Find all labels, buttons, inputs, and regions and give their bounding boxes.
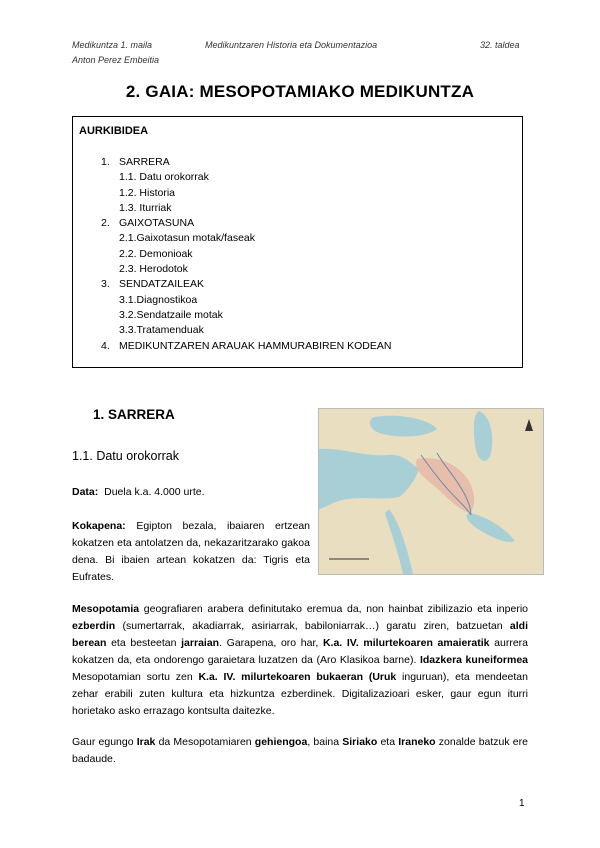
page-number: 1 [519,798,525,809]
bold-text: Mesopotamia [72,603,140,615]
gaur-paragraph [72,734,528,768]
text-run: aurrera kokatzen da, eta ondorengo garaietara luzatzen da (Aro Klasikoa barne). [72,637,528,666]
data-text: Duela k.a. 4.000 urte. [104,486,205,498]
toc-subitem: 3.2.Sendatzaile motak [119,308,223,321]
toc-item-number: 4. [101,339,110,352]
text-run: geografiaren arabera definitutako eremua da, non hainbat zibilizazio eta inperio [139,603,528,615]
toc-item [79,216,516,231]
toc-list [79,155,516,354]
text-run: Gaur egungo [72,736,137,748]
text-run: da Mesopotamiaren [155,736,255,748]
toc-item [79,339,516,354]
header-group: 32. taldea [480,40,520,50]
page-title: 2. GAIA: MESOPOTAMIAKO MEDIKUNTZA [125,82,475,101]
mesopotamia-map-image [318,408,544,575]
toc-item-number: 2. [101,217,110,230]
map-drawing [319,409,543,574]
bold-text: Siriako [342,736,378,748]
header-course: Medikuntza 1. maila [72,40,153,50]
text-run: . Garapena, oro har, [219,637,323,649]
bold-text: jarraian [181,637,220,649]
toc-item-number: 1. [101,156,110,168]
text-run: Mesopotamian sortu zen [72,671,199,683]
toc-subitem: 2.2. Demonioak [119,247,193,260]
toc-subitem: 3.1.Diagnostikoa [119,293,198,306]
toc-subitem: 1.3. Iturriak [119,201,172,214]
text-run: eta besteetan [106,637,182,649]
bold-text: Irak [136,736,156,748]
bold-text: ezberdin [72,620,116,632]
text-run: (sumertarrak, akadiarrak, asiriarrak, babiloniarrak…) garatu ziren, batzuetan [115,620,510,632]
bold-text: aldi berean [72,620,528,649]
bold-text: K.a. IV. milurtekoaren amaieratik [322,637,490,649]
toc-subitem: 2.3. Herodotok [119,263,188,276]
header-subject: Medikuntzaren Historia eta Dokumentazioa [205,40,378,50]
toc-item-number: 3. [101,278,110,291]
toc-subitem: 2.1.Gaixotasun motak/faseak [119,232,255,245]
text-run: inguruan), eta mendeetan zehar erabili zuten kultura eta hizkuntza ezberdinek. Digitalizazioari esker, gaur egun iturri horietako asko errazago kontsulta daitezke. [72,671,528,717]
bold-text: Idazkera kuneiformea [419,654,528,666]
toc-item-label: SARRERA [119,156,170,168]
toc-subitem: 3.3.Tratamenduak [119,324,204,337]
kokapena-paragraph [72,518,310,586]
toc-subitem: 1.2. Historia [119,186,176,199]
data-paragraph [72,484,302,501]
toc-item-label: GAIXOTASUNA [119,217,195,230]
bold-text: Iraneko [398,736,436,748]
subsection-heading-datu-orokorrak: 1.1. Datu orokorrak [72,449,179,463]
kokapena-label: Kokapena: [72,520,126,532]
mesopotamia-paragraph [72,601,528,720]
section-heading-sarrera: 1. SARRERA [93,407,175,422]
toc-item-label: SENDATZAILEAK [119,278,204,291]
toc-title: AURKIBIDEA [79,125,149,137]
toc-item [79,277,516,292]
toc-item [79,155,516,170]
header-author: Anton Perez Embeitia [72,55,160,65]
text-run: , baina [307,736,343,748]
bold-text: K.a. IV. milurtekoaren bukaeran (Uruk [198,671,397,683]
text-run: zonalde batzuk ere badaude. [72,736,528,765]
text-run: eta [377,736,399,748]
toc-subitem: 1.1. Datu orokorrak [119,171,209,184]
toc-item-label: MEDIKUNTZAREN ARAUAK HAMMURABIREN KODEAN [119,339,392,352]
kokapena-text: Egipton bezala, ibaiaren ertzean kokatzen eta antolatzen da, nekazaritzarako gakoa dena. Bi ibaien artean kokatzen da: Tigris eta Eufrates. [72,520,311,583]
data-label: Data: [72,486,99,498]
table-of-contents [72,116,523,368]
bold-text: gehiengoa [254,736,308,748]
